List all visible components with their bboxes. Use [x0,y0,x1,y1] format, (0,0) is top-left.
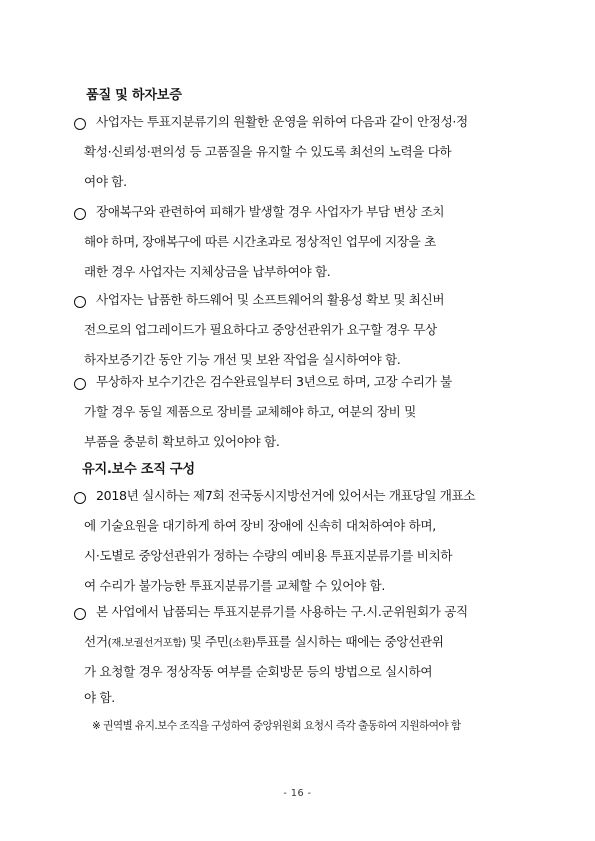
item-line: 시·도별로 중앙선관위가 정하는 수량의 예비용 투표지분류기를 비치하 [84,548,453,563]
hollow-circle-bullet-icon [74,296,86,308]
footnote: ※ 권역별 유지.보수 조직을 구성하여 중앙위원회 요청시 즉각 출동하여 지원하여야 함 [92,720,461,732]
section-title-quality-warranty: 품질 및 하자보증 [86,88,182,103]
item-line: 여야 함. [84,174,127,189]
item-line: 하자보증기간 동안 기능 개선 및 보완 작업을 실시하여야 함. [84,352,401,367]
hollow-circle-bullet-icon [74,378,86,390]
item-line: 사업자는 투표지분류기의 원활한 운영을 위하여 다음과 같이 안정성·정 [96,114,468,129]
item-line: 사업자는 납품한 하드웨어 및 소프트웨어의 활용성 확보 및 최신버 [96,292,445,307]
text-segment: 선거 [84,634,108,649]
hollow-circle-bullet-icon [74,208,86,220]
hollow-circle-bullet-icon [74,608,86,620]
item-line: 확성·신뢰성·편의성 등 고품질을 유지할 수 있도록 최선의 노력을 다하 [84,144,452,159]
item-line: 2018년 실시하는 제7회 전국동시지방선거에 있어서는 개표당일 개표소 [96,488,476,503]
hollow-circle-bullet-icon [74,492,86,504]
item-line: 여 수리가 불가능한 투표지분류기를 교체할 수 있어야 함. [84,578,385,593]
item-line-mixed [84,634,444,651]
item-line: 해야 하며, 장애복구에 따른 시간초과로 정상적인 업무에 지장을 초 [84,234,436,249]
section-title-maintenance-organization: 유지.보수 조직 구성 [82,462,195,477]
hollow-circle-bullet-icon [74,118,86,130]
item-line: 가 요청할 경우 정상작동 여부를 순회방문 등의 방법으로 실시하여 [84,664,433,679]
item-line: 부품을 충분히 확보하고 있어야야 함. [84,434,280,449]
item-line: 래한 경우 사업자는 지체상금을 납부하여야 함. [84,264,331,279]
item-line: 본 사업에서 납품되는 투표지분류기를 사용하는 구.시.군위원회가 공직 [96,604,468,619]
item-line: 에 기술요원을 대기하게 하여 장비 장애에 신속히 대처하여야 하며, [84,518,436,533]
text-segment-small: (소환) [228,637,256,649]
text-segment: 투표를 실시하는 때에는 중앙선관위 [255,634,444,649]
page-number: - 16 - [283,788,312,799]
item-line: 야 함. [84,690,115,705]
item-line: 가할 경우 동일 제품으로 장비를 교체해야 하고, 여분의 장비 및 [84,404,416,419]
text-segment-small: (재.보궐선거포함) [107,637,186,649]
item-line: 장애복구와 관련하여 피해가 발생할 경우 사업자가 부담 변상 조치 [96,204,445,219]
text-segment: 및 주민 [185,634,229,649]
item-line: 전으로의 업그레이드가 필요하다고 중앙선관위가 요구할 경우 무상 [84,322,437,337]
item-line: 무상하자 보수기간은 검수완료일부터 3년으로 하며, 고장 수리가 불 [96,374,452,389]
